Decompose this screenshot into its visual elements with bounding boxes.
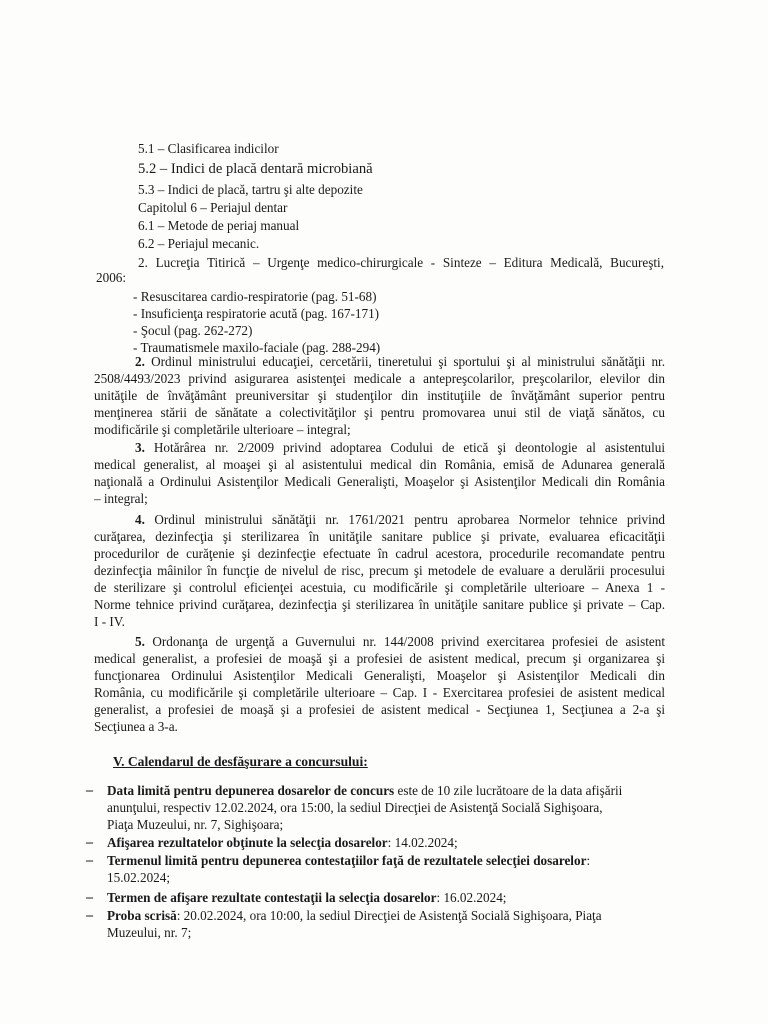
bibliography-item-4-line: de sterilizare şi controlul eficienţei acestuia, cu modificările şi completările ulterioare – Anexa 1 - bbox=[94, 580, 665, 595]
calendar-item-deadline: Data limită pentru depunerea dosarelor de concurs este de 10 zile lucrătoare de la data afişării bbox=[107, 783, 623, 798]
bibliography-item-5-line: România, cu modificările şi completările ulterioare – Cap. I - Exercitarea profesiei de asistent medical bbox=[94, 685, 665, 700]
calendar-item-deadline-line: Piaţa Muzeului, nr. 7, Sighişoara; bbox=[107, 817, 284, 832]
bibliography-item-2-line: unităţile de învăţământ preuniversitar şi studenţilor din instituţiile de învăţământ superior pentru bbox=[94, 388, 665, 403]
reference-item: - Resuscitarea cardio-respiratorie (pag. 51-68) bbox=[133, 289, 377, 304]
reference-item: - Şocul (pag. 262-272) bbox=[133, 323, 253, 338]
bibliography-item-2-line: 2508/4493/2023 privind asigurarea asistenţei medicale a antepreşcolarilor, preşcolarilor, elevilor din bbox=[94, 371, 665, 386]
bibliography-item-5-line: 5. Ordonanţa de urgenţă a Guvernului nr. 144/2008 privind exercitarea profesiei de asistent bbox=[135, 634, 666, 649]
toc-line: 5.2 – Indici de placă dentară microbiană bbox=[138, 161, 373, 177]
section-heading: V. Calendarul de desfăşurare a concursului: bbox=[113, 754, 368, 769]
calendar-item-contest-results: Termen de afişare rezultate contestaţii la selecţia dosarelor: 16.02.2024; bbox=[107, 890, 507, 905]
calendar-item-contest-deadline-line: 15.02.2024; bbox=[107, 870, 171, 885]
calendar-item-contest-deadline: Termenul limită pentru depunerea contestaţiilor faţă de rezultatele selecţiei dosarelor: bbox=[107, 853, 591, 868]
toc-line: 5.3 – Indici de placă, tartru şi alte depozite bbox=[138, 182, 363, 197]
bibliography-item-2-line: menţinerea stării de sănătate a colectivităţilor şi pentru promovarea unui stil de viaţă sănătos, cu bbox=[94, 405, 665, 420]
bibliography-item-4-line: 4. Ordinul ministrului sănătăţii nr. 1761/2021 pentru aprobarea Normelor tehnice privind bbox=[135, 512, 666, 527]
reference-item: - Traumatismele maxilo-faciale (pag. 288-294) bbox=[133, 340, 381, 355]
toc-line: 6.1 – Metode de periaj manual bbox=[138, 218, 300, 233]
calendar-item-deadline-line: anunţului, respectiv 12.02.2024, ora 15:00, la sediul Direcţiei de Asistenţă Socială Sighişoara, bbox=[107, 800, 603, 815]
bibliography-item-5-line: medical generalist, a profesiei de moaşă şi a profesiei de asistent medical, precum şi organizarea şi bbox=[94, 651, 665, 666]
bibliography-item-5-line: funcţionarea Ordinului Asistenţilor Medicali Generalişti, Moaşelor şi Asistenţilor Medicali din bbox=[94, 668, 665, 683]
list-dash: – bbox=[86, 853, 93, 868]
bibliography-item-4-line: I - IV. bbox=[94, 614, 125, 629]
reference-line: 2. Lucreţia Titirică – Urgenţe medico-chirurgicale - Sinteze – Editura Medicală, Bucureşti, bbox=[138, 255, 664, 270]
bibliography-item-5-line: generalist, a profesiei de moaşă şi a profesiei de asistent medical - Secţiunea 1, Secţiunea a 2-a şi bbox=[94, 702, 665, 717]
toc-line: 5.1 – Clasificarea indicilor bbox=[138, 141, 279, 156]
bibliography-item-4-line: dezinfecţia mâinilor în funcţie de nivelul de risc, precum şi metodele de evaluare a derulării procesului bbox=[94, 563, 665, 578]
bibliography-item-2-line: modificările şi completările ulterioare – integral; bbox=[94, 422, 351, 437]
reference-item: - Insuficienţa respiratorie acută (pag. 167-171) bbox=[133, 306, 380, 321]
calendar-item-written-exam-line: Muzeului, nr. 7; bbox=[107, 925, 192, 940]
toc-line: Capitolul 6 – Periajul dentar bbox=[138, 200, 288, 215]
bibliography-item-4-line: procedurilor de curăţenie şi dezinfecţie efectuate în cadrul acestora, procedurile recomandate pentru bbox=[94, 546, 665, 561]
list-dash: – bbox=[86, 835, 93, 850]
bibliography-item-5-line: Secţiunea a 3-a. bbox=[94, 719, 178, 734]
list-dash: – bbox=[86, 783, 93, 798]
reference-line: 2006: bbox=[96, 270, 127, 285]
toc-line: 6.2 – Periajul mecanic. bbox=[138, 236, 260, 251]
bibliography-item-2-line: 2. Ordinul ministrului educaţiei, cercetării, tineretului şi sportului şi al ministrului sănătăţii nr. bbox=[135, 354, 665, 369]
bibliography-item-3-line: naţională a Ordinului Asistenţilor Medicali Generalişti, Moaşelor şi Asistenţilor Medicali din România bbox=[94, 474, 665, 489]
bibliography-item-3-line: – integral; bbox=[94, 491, 148, 506]
bibliography-item-3-line: 3. Hotărârea nr. 2/2009 privind adoptarea Codului de etică şi deontologie al asistentului bbox=[135, 440, 665, 455]
bibliography-item-3-line: medical generalist, al moaşei şi al asistentului medical din România, emisă de Adunarea generală bbox=[94, 457, 665, 472]
bibliography-item-4-line: Norme tehnice privind curăţarea, dezinfecţia şi sterilizarea în unităţile sanitare publice şi private – Cap. bbox=[94, 597, 665, 612]
list-dash: – bbox=[86, 908, 93, 923]
bibliography-item-4-line: curăţarea, dezinfecţia şi sterilizarea în unităţile sanitare publice şi private, evaluarea eficacităţii bbox=[94, 529, 665, 544]
list-dash: – bbox=[86, 890, 93, 905]
calendar-item-written-exam: Proba scrisă: 20.02.2024, ora 10:00, la sediul Direcţiei de Asistenţă Socială Sighişoara, Piaţa bbox=[107, 908, 602, 923]
calendar-item-results: Afişarea rezultatelor obţinute la selecţia dosarelor: 14.02.2024; bbox=[107, 835, 458, 850]
